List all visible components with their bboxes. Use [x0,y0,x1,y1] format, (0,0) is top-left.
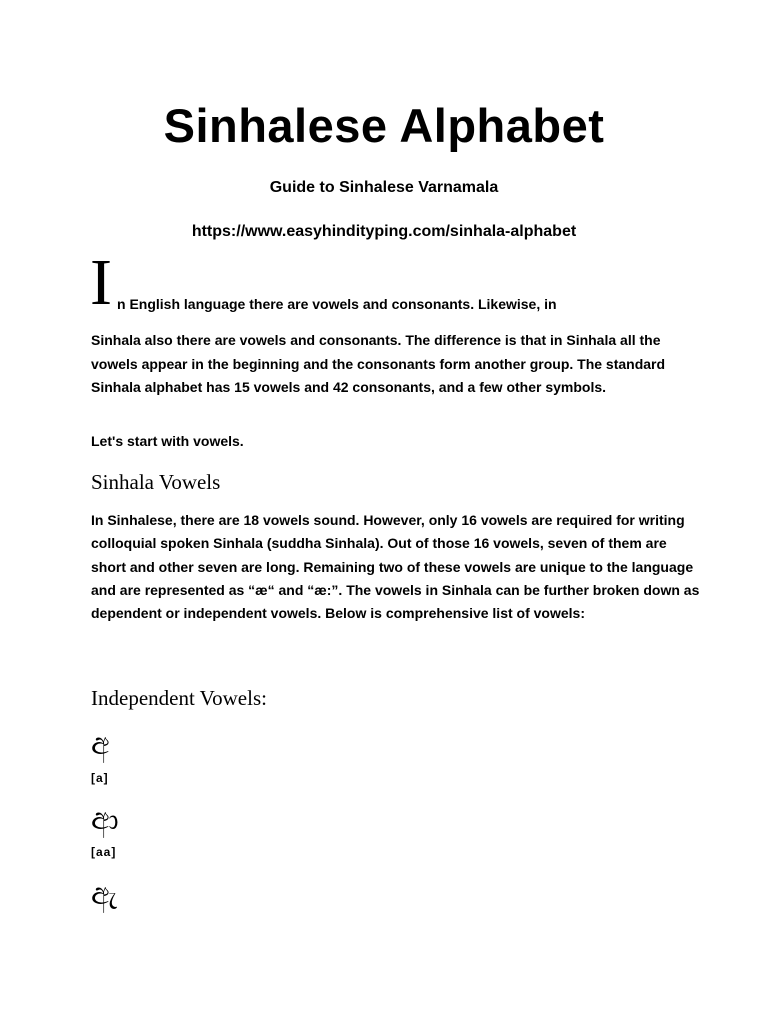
source-url: https://www.easyhindityping.com/sinhala-alphabet [191,223,577,240]
drop-cap: I [90,246,112,319]
subtitle: Guide to Sinhalese Varnamala [269,179,499,196]
section-heading-vowels: Sinhala Vowels [91,470,221,494]
vowel-glyph-a: අ [91,728,110,761]
lets-start-text: Let's start with vowels. [91,433,244,449]
vowel-translit-aa: [aa] [91,845,117,859]
intro-first-line: n English language there are vowels and consonants. Likewise, in [117,296,557,312]
vowels-paragraph: In Sinhalese, there are 18 vowels sound. However, only 16 vowels are required for writing colloquial spoken Sinhala (suddha Sinhala). Out of those 16 vowels, seven of them are short and other seven are long. Remaining two of these vowels are unique to the language and are represented as “æ“ and “æ:”. The vowels in Sinhala can be further broken down as dependent or independent vowels. Below is comprehensive list of vowels: [91,512,700,622]
vowel-glyph-ae: ඇ [91,878,118,911]
page-title: Sinhalese Alphabet [163,99,605,152]
vowel-translit-a: [a] [91,771,109,785]
section-heading-independent-vowels: Independent Vowels: [91,686,267,710]
vowel-glyph-aa: ආ [91,803,119,836]
intro-paragraph: Sinhala also there are vowels and consonants. The difference is that in Sinhala all the vowels appear in the beginning and the consonants form another group. The standard Sinhala alphabet has 15 vowels and 42 consonants, and a few other symbols. [91,332,666,395]
